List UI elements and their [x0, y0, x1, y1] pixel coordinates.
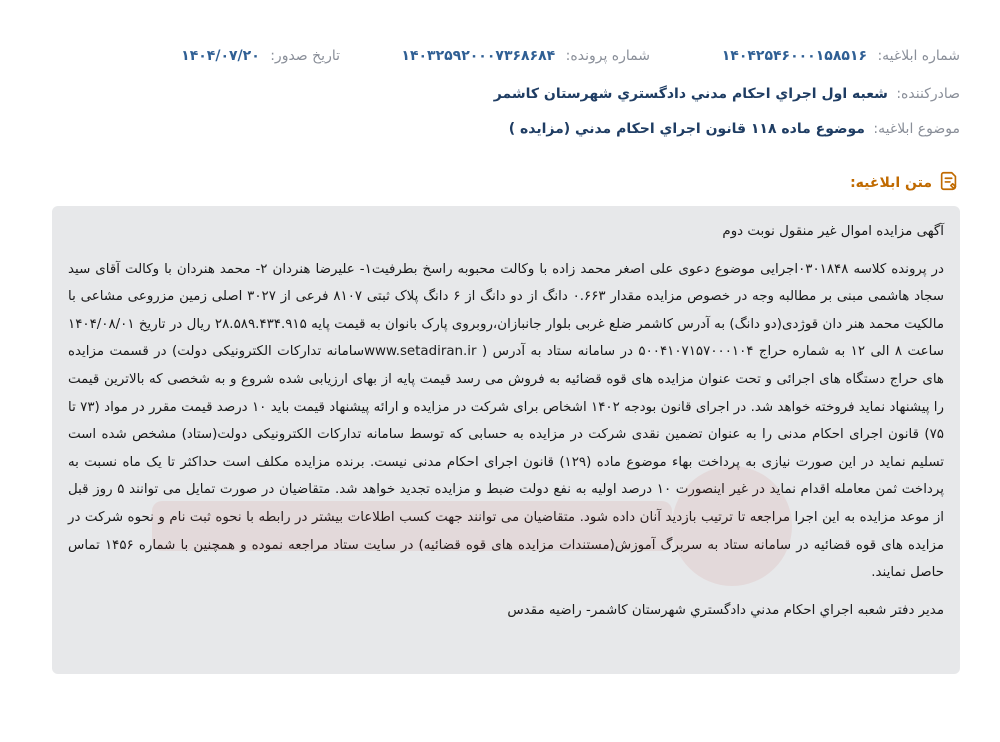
issuer-label: صادرکننده: — [896, 86, 960, 102]
issue-date — [181, 48, 340, 64]
meta-row-subject — [509, 121, 960, 137]
subject-value: موضوع ماده ۱۱۸ قانون اجراي احكام مدني (مزايده ) — [508, 121, 865, 137]
issue-date-value: ۱۴۰۴/۰۷/۲۰ — [181, 48, 260, 64]
notice-signature: مدیر دفتر شعبه اجراي احكام مدني دادگستري شهرستان كاشمر- راضیه مقدس — [507, 602, 944, 618]
notice-number — [722, 48, 960, 64]
notice-content — [52, 206, 960, 674]
case-number-value: ۱۴۰۳۲۵۹۲۰۰۰۷۳۶۸۶۸۴ — [401, 48, 556, 64]
case-number-label: شماره پرونده: — [565, 48, 650, 64]
case-number — [401, 48, 650, 64]
document-icon — [938, 170, 960, 196]
notice-number-value: ۱۴۰۴۲۵۴۶۰۰۰۱۵۸۵۱۶ — [721, 48, 867, 64]
subject-label: موضوع ابلاغیه: — [873, 121, 960, 137]
notice-body: در پرونده کلاسه ۰۳۰۱۸۴۸اجرایی موضوع دعوی علی اصغر محمد زاده با وکالت محبوبه راسخ بطرفیت۱- علیرضا هنردان ۲- محمد هنردان با وکالت آقای سید سجاد هاشمی مبنی بر مطالبه وجه در خصوص مزایده مقدار ۰.۶۶۳ دانگ از دو دانگ از ۶ دانگ پلاک ثبتی ۸۱۰۷ فرعی از ۳۰۲۷ اصلی زمین مزروعی مشاعی با مالکیت محمد هنر دان قوژدی(دو دانگ) به آدرس کاشمر ضلع غربی بلوار جانبازان،روبروی پارک بانوان به قیمت پایه ۲۸.۵۸۹.۴۳۴.۹۱۵ ریال در تاریخ ۱۴۰۴/۰۸/۰۱ ساعت ۸ الی ۱۲ به شماره حراج ۵۰۰۴۱۰۷۱۵۷۰۰۰۱۰۴ در سامانه ستاد به آدرس ( www.setadiran.irسامانه تدارکات الکترونیکی دولت) در قسمت مزایده های حراج دستگاه های اجرائی و تحت عنوان مزایده های قوه قضائیه به فروش می رسد قیمت پایه از بهای ارزیابی شده شروع و به شخصی که بالاترین قیمت را پیشنهاد نماید فروخته خواهد شد. در اجرای قانون بودجه ۱۴۰۲ اشخاص برای شرکت در مزایده و ارائه پیشنهاد قیمت باید ۱۰ درصد قیمت مقرر در مواد (۷۳ تا ۷۵) قانون اجرای احکام مدنی را به عنوان تضمین نقدی شرکت در مزایده به حسابی که توسط سامانه تدارکات الکترونیکی دولت(ستاد) مشخص شده است تسلیم نماید در این صورت نیازی به پرداخت بهاء موضوع ماده (۱۲۹) قانون اجرای احکام مدنی نیست. برنده مزایده مکلف است حداکثر تا یک ماه نسبت به پرداخت ثمن معامله اقدام نماید در غیر اینصورت ۱۰ درصد اولیه به نفع دولت ضبط و مزایده تجدید خواهد شد. متقاضیان در صورت تمایل می توانند ۵ روز قبل از موعد مزایده به این اجرا مراجعه تا ترتیب بازدید آنان داده شود. متقاضیان می توانند جهت کسب اطلاعات بیشتر در رابطه با نحوه ثبت نام و نحوه شرکت در مزایده های قوه قضائیه در سامانه ستاد به سربرگ آموزش(مستندات مزایده های قوه قضائیه) در سایت ستاد مراجعه نموده و همچنین با شماره ۱۴۵۶ تماس حاصل نمایند. — [68, 261, 945, 581]
section-title — [850, 170, 960, 196]
notice-number-label: شماره ابلاغیه: — [877, 48, 960, 64]
issue-date-label: تاریخ صدور: — [270, 48, 340, 64]
section-title-label: متن ابلاغیه: — [850, 175, 932, 191]
meta-row-issuer — [494, 86, 960, 102]
notice-heading: آگهی مزایده اموال غیر منقول نوبت دوم — [722, 224, 944, 239]
issuer-value: شعبه اول اجراي احكام مدني دادگستري شهرستان كاشمر — [493, 86, 888, 102]
